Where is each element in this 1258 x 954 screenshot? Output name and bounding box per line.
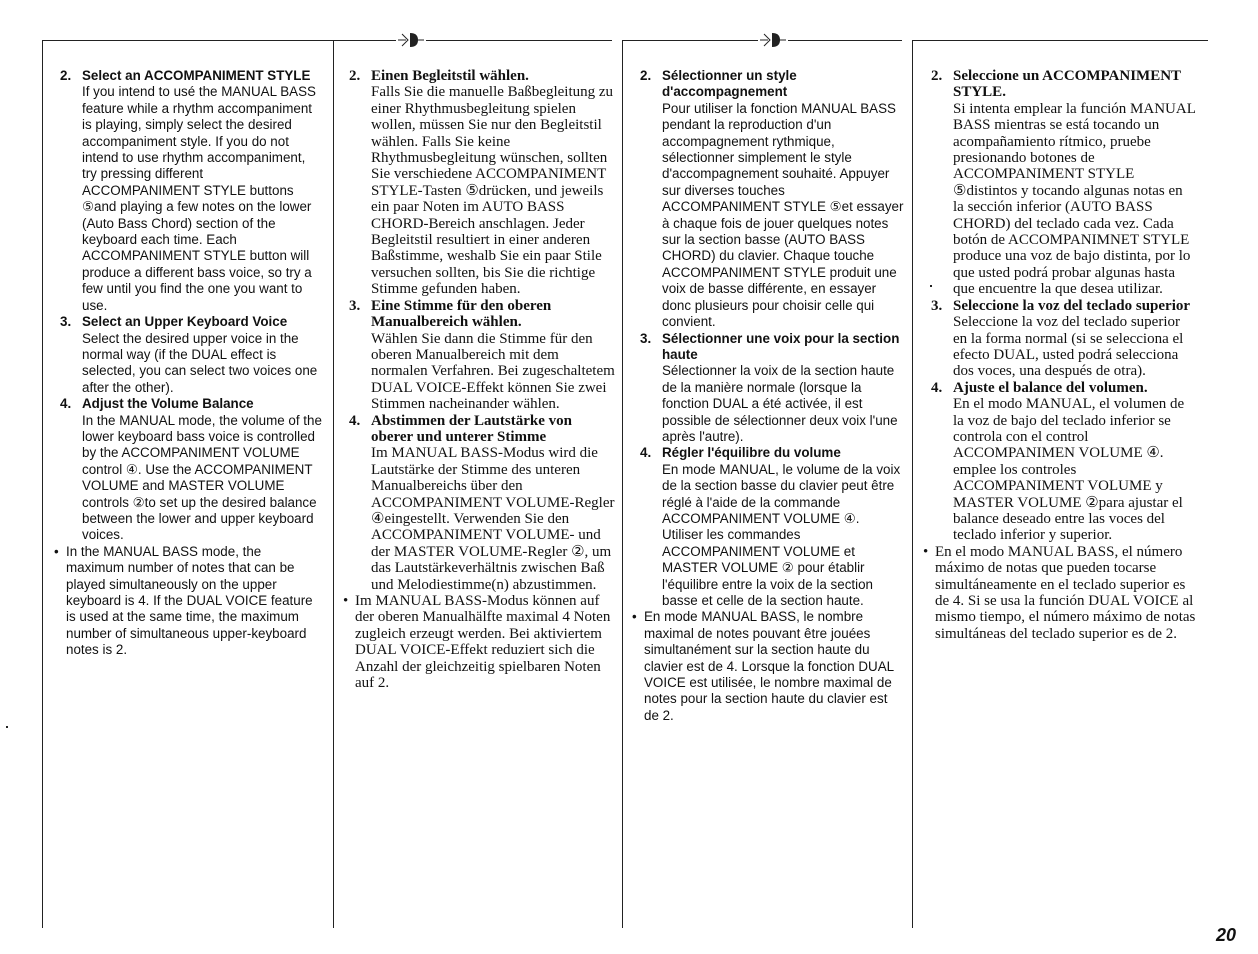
step-heading: Régler l'équilibre du volume bbox=[662, 445, 841, 461]
step-heading: Select an ACCOMPANIMENT STYLE bbox=[82, 68, 311, 83]
german-step-4: 4. Abstimmen der Lautstärke von oberer und unterer Stimme Im MANUAL BASS-Modus wird die Lautstärke der Stimme des unteren Manualbereichs über den ACCOMPANIMENT VOLUME-Regler ④eingestellt. Verwenden Sie den ACCOMPANIMENT VOLUME- und der MASTER VOLUME-Regler ②, um das Lautstärkeverhältnis zwischen Baß und Melodiestimme(n) abzustimmen. bbox=[349, 412, 615, 593]
step-heading: Seleccione un ACCOMPANIMENT STYLE. bbox=[953, 68, 1181, 101]
top-rule-2 bbox=[332, 40, 612, 41]
bullet-icon: • bbox=[923, 543, 929, 560]
step-heading: Ajuste el balance del volumen. bbox=[953, 379, 1148, 396]
step-body: In the MANUAL mode, the volume of the lower keyboard bass voice is controlled by the ACCOMPANIMENT VOLUME control ④. Use the ACCOMPANIMENT VOLUME and MASTER VOLUME controls ②to set up the desired balance between the lower and upper keyboard voices. bbox=[82, 412, 322, 543]
column-divider-3 bbox=[622, 40, 623, 928]
step-body: Sélectionner la voix de la section haute de la manière normale (lorsque la fonction DUAL a été activée, il est possible de sélectionner deux voix l'une après l'autre). bbox=[662, 363, 898, 444]
spanish-note bbox=[923, 544, 1197, 642]
step-body: Si intenta emplear la función MANUAL BASS mientras se está tocando un acompañamiento rítmico, pruebe presionando botones de ACCOMPANIMENT STYLE ⑤distintos y tocando algunas notas en la sección inferior (AUTO BASS CHORD) del teclado cada vez. Cada botón de ACCOMPANIMNET STYLE produce una voz de bajo distinta, por lo que usted podrá probar algunas hasta que encuentre la que desea utilizar. bbox=[953, 100, 1196, 298]
step-body: En el modo MANUAL, el volumen de la voz de bajo del teclado inferior se controla con el control ACCOMPANIMEN VOLUME ④. emplee los controles ACCOMPANIMENT VOLUME y MASTER VOLUME ②para ajustar el balance deseado entre las voces del teclado inferior y superior. bbox=[953, 396, 1185, 544]
german-note bbox=[343, 593, 615, 691]
step-heading: Eine Stimme für den oberen Manualbereich wählen. bbox=[371, 297, 552, 331]
note-text: In the MANUAL BASS mode, the maximum number of notes that can be played simultaneously on the upper keyboard is 4. If the DUAL VOICE feature is used at the same time, the maximum number of simultaneous upper-keyboard notes is 2. bbox=[66, 543, 313, 658]
french-note bbox=[632, 609, 904, 724]
english-note bbox=[54, 544, 322, 659]
step-heading: Select an Upper Keyboard Voice bbox=[82, 314, 288, 330]
note-text: En el modo MANUAL BASS, el número máximo de notas que pueden tocarse simultáneamente en el teclado superior es de 4. Si se usa la función DUAL VOICE al mismo tiempo, el número máximo de notas simultáneas del teclado superior es de 2. bbox=[935, 543, 1196, 642]
french-column bbox=[632, 68, 904, 724]
french-step-4: 4. Régler l'équilibre du volume En mode MANUAL, le volume de la voix de la section basse du clavier peut être réglé à l'aide de la commande ACCOMPANIMENT VOLUME ④. Utiliser les commandes ACCOMPANIMENT VOLUME et MASTER VOLUME ② pour établir l'équilibre entre la voix de la section basse et celle de la section haute. bbox=[640, 445, 904, 609]
step-heading: Einen Begleitstil wählen. bbox=[371, 68, 529, 84]
spanish-step-2: 2. Seleccione un ACCOMPANIMENT STYLE. Si intenta emplear la función MANUAL BASS mientras se está tocando un acompañamiento rítmico, pruebe presionando botones de ACCOMPANIMENT STYLE ⑤distintos y tocando algunas notas en la sección inferior (AUTO BASS CHORD) del teclado cada vez. Cada botón de ACCOMPANIMNET STYLE produce una voz de bajo distinta, por lo que usted podrá probar algunas hasta que encuentre la que desea utilizar. bbox=[931, 68, 1196, 298]
english-step-3: 3. Select an Upper Keyboard Voice Select the desired upper voice in the normal way (if the DUAL effect is selected, you can select two voices one after the other). bbox=[60, 314, 322, 396]
spanish-step-3: 3. Seleccione la voz del teclado superior Seleccione la voz del teclado superior en la forma normal (si se selecciona el efecto DUAL, usted podrá selecciona dos voces, una después de otra). bbox=[931, 298, 1197, 380]
french-step-2: 2. Sélectionner un style d'accompagnement Pour utiliser la fonction MANUAL BASS pendant la reproduction d'un accompagnement rythmique, sélectionner simplement le style d'accompagnement souhaité. Appuyer sur diverses touches ACCOMPANIMENT STYLE ⑤et essayer à chaque fois de jouer quelques notes sur la section basse (AUTO BASS CHORD) du clavier. Chaque touche ACCOMPANIMENT STYLE produit une voix de basse différente, en essayer donc plusieurs pour choisir celle qui convient. bbox=[640, 68, 904, 330]
page-number: 20 bbox=[1215, 925, 1236, 945]
english-step-4: 4. Adjust the Volume Balance In the MANUAL mode, the volume of the lower keyboard bass voice is controlled by the ACCOMPANIMENT VOLUME control ④. Use the ACCOMPANIMENT VOLUME and MASTER VOLUME controls ②to set up the desired balance between the lower and upper keyboard voices. bbox=[60, 396, 322, 543]
step-body: Falls Sie die manuelle Baßbegleitung zu einer Rhythmusbegleitung spielen wollen, müssen Sie nur den Begleitstil wählen. Falls Sie keine Rhythmusbegleitung wünschen, sollten Sie verschiedene ACCOMPANIMENT STYLE-Tasten ⑤drücken, und jeweils ein paar Noten im AUTO BASS CHORD-Bereich anschlagen. Jeder Begleitstil resultiert in einer anderen Baßstimme, weshalb Sie ein paar Stile versuchen sollten, bis Sie die richtige Stimme gefunden haben. bbox=[371, 84, 614, 298]
step-body: Pour utiliser la fonction MANUAL BASS pendant la reproduction d'un accompagnement rythmique, sélectionner simplement le style d'accompagnement souhaité. Appuyer sur diverses touches ACCOMPANIMENT STYLE ⑤et essayer à chaque fois de jouer quelques notes sur la section basse (AUTO BASS CHORD) du clavier. Chaque touche ACCOMPANIMENT STYLE produit une voix de basse différente, en essayer donc plusieurs pour choisir celle qui convient. bbox=[662, 100, 904, 330]
note-text: En mode MANUAL BASS, le nombre maximal de notes pouvant être jouées simultanément sur la section haute du clavier est de 4. Lorsque la fonction DUAL VOICE est utilisée, le nombre maximal de notes pour la section haute du clavier est de 2. bbox=[644, 609, 894, 723]
spanish-step-4: 4. Ajuste el balance del volumen. En el modo MANUAL, el volumen de la voz de bajo del teclado inferior se controla con el control ACCOMPANIMEN VOLUME ④. emplee los controles ACCOMPANIMENT VOLUME y MASTER VOLUME ②para ajustar el balance deseado entre las voces del teclado inferior y superior. bbox=[931, 380, 1197, 544]
step-heading: Sélectionner un style d'accompagnement bbox=[662, 68, 797, 100]
margin-mark bbox=[6, 726, 8, 728]
french-step-3: 3. Sélectionner une voix pour la section haute Sélectionner la voix de la section haute de la manière normale (lorsque la fonction DUAL a été activée, il est possible de sélectionner deux voix l'une après l'autre). bbox=[640, 331, 904, 446]
step-body: If you intend to usé the MANUAL BASS feature while a rhythm accompaniment is playing, simply select the desired accompaniment style. If you do not intend to use rhythm accompaniment, try pressing different ACCOMPANIMENT STYLE buttons ⑤and playing a few notes on the lower (Auto Bass Chord) section of the keyboard each time. Each ACCOMPANIMENT STYLE button will produce a different bass voice, so try a few until you find the one you want to use. bbox=[82, 84, 316, 313]
step-body: Seleccione la voz del teclado superior en la forma normal (si se selecciona el efecto DUAL, usted podrá selecciona dos voces, una después de otra). bbox=[953, 314, 1184, 380]
step-body: En mode MANUAL, le volume de la voix de la section basse du clavier peut être réglé à l'aide de la commande ACCOMPANIMENT VOLUME ④. Utiliser les commandes ACCOMPANIMENT VOLUME et MASTER VOLUME ② pour établir l'équilibre entre la voix de la section basse et celle de la section haute. bbox=[662, 461, 901, 608]
step-body: Wählen Sie dann die Stimme für den oberen Manualbereich mit dem normalen Verfahren. Bei zugeschaltetem DUAL VOICE-Effekt können Sie zwei Stimmen nacheinander wählen. bbox=[371, 330, 615, 413]
bullet-icon: • bbox=[54, 543, 59, 559]
german-step-2: 2. Einen Begleitstil wählen. Falls Sie die manuelle Baßbegleitung zu einer Rhythmusbegleitung spielen wollen, müssen Sie nur den Begleitstil wählen. Falls Sie keine Rhythmusbegleitung wünschen, sollten Sie verschiedene ACCOMPANIMENT STYLE-Tasten ⑤drücken, und jeweils ein paar Noten im AUTO BASS CHORD-Bereich anschlagen. Jeder Begleitstil resultiert in einer anderen Baßstimme, weshalb Sie ein paar Stile versuchen sollten, bis Sie die richtige Stimme gefunden haben. bbox=[349, 68, 614, 298]
german-step-3: 3. Eine Stimme für den oberen Manualbereich wählen. Wählen Sie dann die Stimme für den oberen Manualbereich mit dem normalen Verfahren. Bei zugeschaltetem DUAL VOICE-Effekt können Sie zwei Stimmen nacheinander wählen. bbox=[349, 297, 615, 413]
step-heading: Sélectionner une voix pour la section haute bbox=[662, 330, 900, 362]
step-heading: Adjust the Volume Balance bbox=[82, 396, 254, 412]
german-column bbox=[343, 68, 615, 692]
step-heading: Abstimmen der Lautstärke von oberer und unterer Stimme bbox=[371, 412, 572, 445]
note-text: Im MANUAL BASS-Modus können auf der oberen Manualhälfte maximal 4 Noten zugleich erzeugt werden. Bei aktiviertem DUAL VOICE-Effekt reduziert sich die Anzahl der gleichzeitig spielbaren Noten auf 2. bbox=[355, 593, 611, 692]
column-divider-2 bbox=[333, 40, 334, 928]
step-heading: Seleccione la voz del teclado superior bbox=[953, 297, 1191, 314]
english-step-2: 2. Select an ACCOMPANIMENT STYLE If you intend to usé the MANUAL BASS feature while a rhythm accompaniment is playing, simply select the desired accompaniment style. If you do not intend to use rhythm accompaniment, try pressing different ACCOMPANIMENT STYLE buttons ⑤and playing a few notes on the lower (Auto Bass Chord) section of the keyboard each time. Each ACCOMPANIMENT STYLE button will produce a different bass voice, so try a few until you find the one you want to use. bbox=[60, 68, 322, 314]
step-body: Im MANUAL BASS-Modus wird die Lautstärke der Stimme des unteren Manualbereichs über den ACCOMPANIMENT VOLUME-Regler ④eingestellt. Verwenden Sie den ACCOMPANIMENT VOLUME- und der MASTER VOLUME-Regler ②, um das Lautstärkeverhältnis zwischen Baß und Melodiestimme(n) abzustimmen. bbox=[371, 445, 615, 593]
english-column bbox=[54, 68, 322, 659]
column-divider-4 bbox=[912, 40, 913, 928]
top-rule-4 bbox=[912, 40, 1208, 41]
bullet-icon: • bbox=[343, 593, 349, 609]
bullet-icon: • bbox=[632, 609, 637, 625]
spanish-column bbox=[923, 68, 1197, 642]
top-rule-1 bbox=[42, 40, 334, 41]
step-body: Select the desired upper voice in the normal way (if the DUAL effect is selected, you can select two voices one after the other). bbox=[82, 330, 318, 395]
ornament-icon bbox=[396, 30, 426, 50]
column-divider-1 bbox=[42, 40, 43, 928]
ornament-icon bbox=[758, 30, 788, 50]
